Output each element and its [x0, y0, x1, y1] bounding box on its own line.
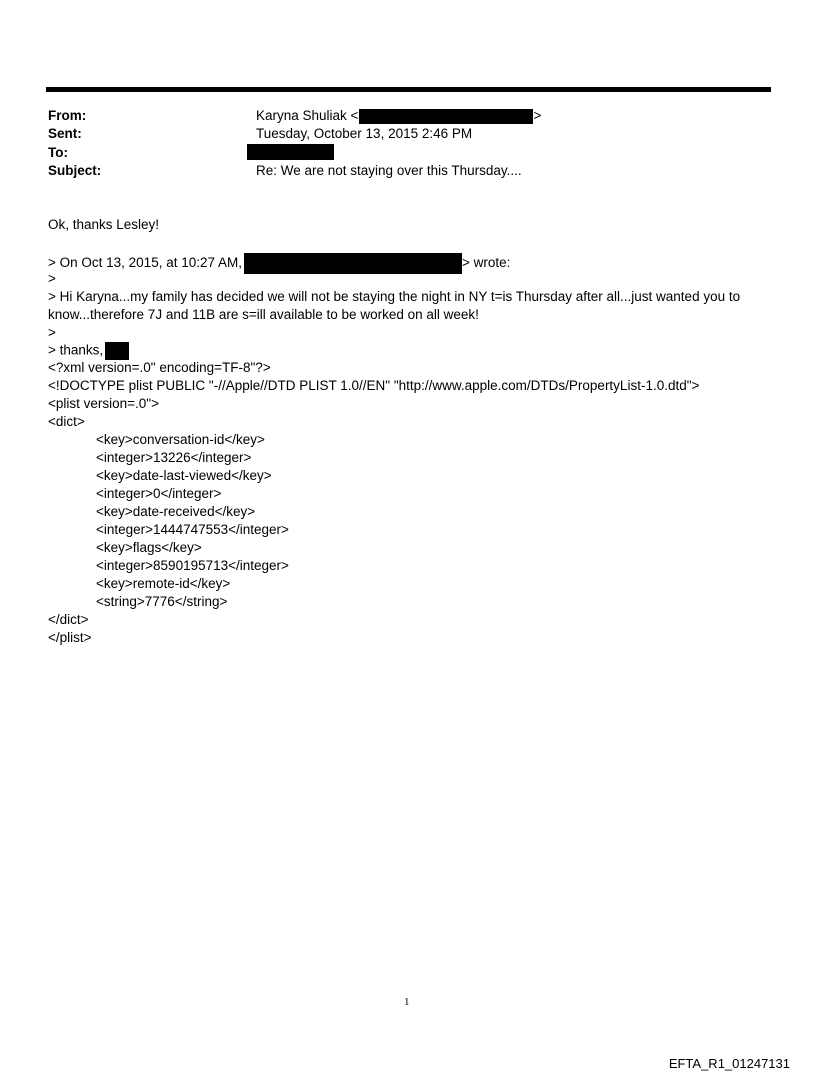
- page-number: 1: [404, 996, 410, 1008]
- redaction-box: [244, 253, 462, 274]
- plist-line: <key>date-received</key>: [96, 504, 256, 519]
- plist-line: <string>7776</string>: [96, 594, 228, 609]
- subject-value: Re: We are not staying over this Thursday....: [256, 163, 522, 178]
- plist-line: <integer>13226</integer>: [96, 450, 252, 465]
- redaction-box: [247, 144, 334, 160]
- quote-line: know...therefore 7J and 11B are s=ill available to be worked on all week!: [48, 307, 479, 322]
- plist-line: <?xml version=.0" encoding=TF-8"?>: [48, 360, 271, 375]
- sent-label: Sent:: [48, 126, 82, 141]
- plist-line: <integer>0</integer>: [96, 486, 222, 501]
- bates-number: EFTA_R1_01247131: [668, 1056, 790, 1071]
- subject-label: Subject:: [48, 163, 102, 178]
- quote-intro: > On Oct 13, 2015, at 10:27 AM, > wrote:: [48, 253, 510, 274]
- header-rule: [46, 87, 771, 92]
- plist-line: <key>conversation-id</key>: [96, 432, 265, 447]
- plist-line: <!DOCTYPE plist PUBLIC "-//Apple//DTD PLIST 1.0//EN" "http://www.apple.com/DTDs/PropertyList-1.0.dtd">: [48, 378, 700, 393]
- greeting: Ok, thanks Lesley!: [48, 217, 160, 232]
- redaction-box: [359, 109, 533, 124]
- quote-blank: >: [48, 325, 56, 340]
- plist-line: <plist version=.0">: [48, 396, 159, 411]
- to-label: To:: [48, 145, 68, 160]
- plist-line: <integer>8590195713</integer>: [96, 558, 289, 573]
- plist-line: <integer>1444747553</integer>: [96, 522, 289, 537]
- redaction-box: [105, 342, 129, 360]
- plist-line: <dict>: [48, 414, 85, 429]
- plist-line: <key>remote-id</key>: [96, 576, 231, 591]
- plist-line: <key>date-last-viewed</key>: [96, 468, 272, 483]
- sent-value: Tuesday, October 13, 2015 2:46 PM: [256, 126, 473, 141]
- quote-thanks: > thanks,: [48, 342, 129, 360]
- quote-line: > Hi Karyna...my family has decided we will not be staying the night in NY t=is Thursday after all...just wanted you to: [48, 289, 741, 304]
- plist-line: </dict>: [48, 612, 89, 627]
- quote-blank: >: [48, 271, 56, 286]
- plist-line: <key>flags</key>: [96, 540, 202, 555]
- to-value: [247, 144, 334, 160]
- from-label: From:: [48, 108, 87, 123]
- plist-line: </plist>: [48, 630, 92, 645]
- from-value: Karyna Shuliak < >: [256, 108, 542, 123]
